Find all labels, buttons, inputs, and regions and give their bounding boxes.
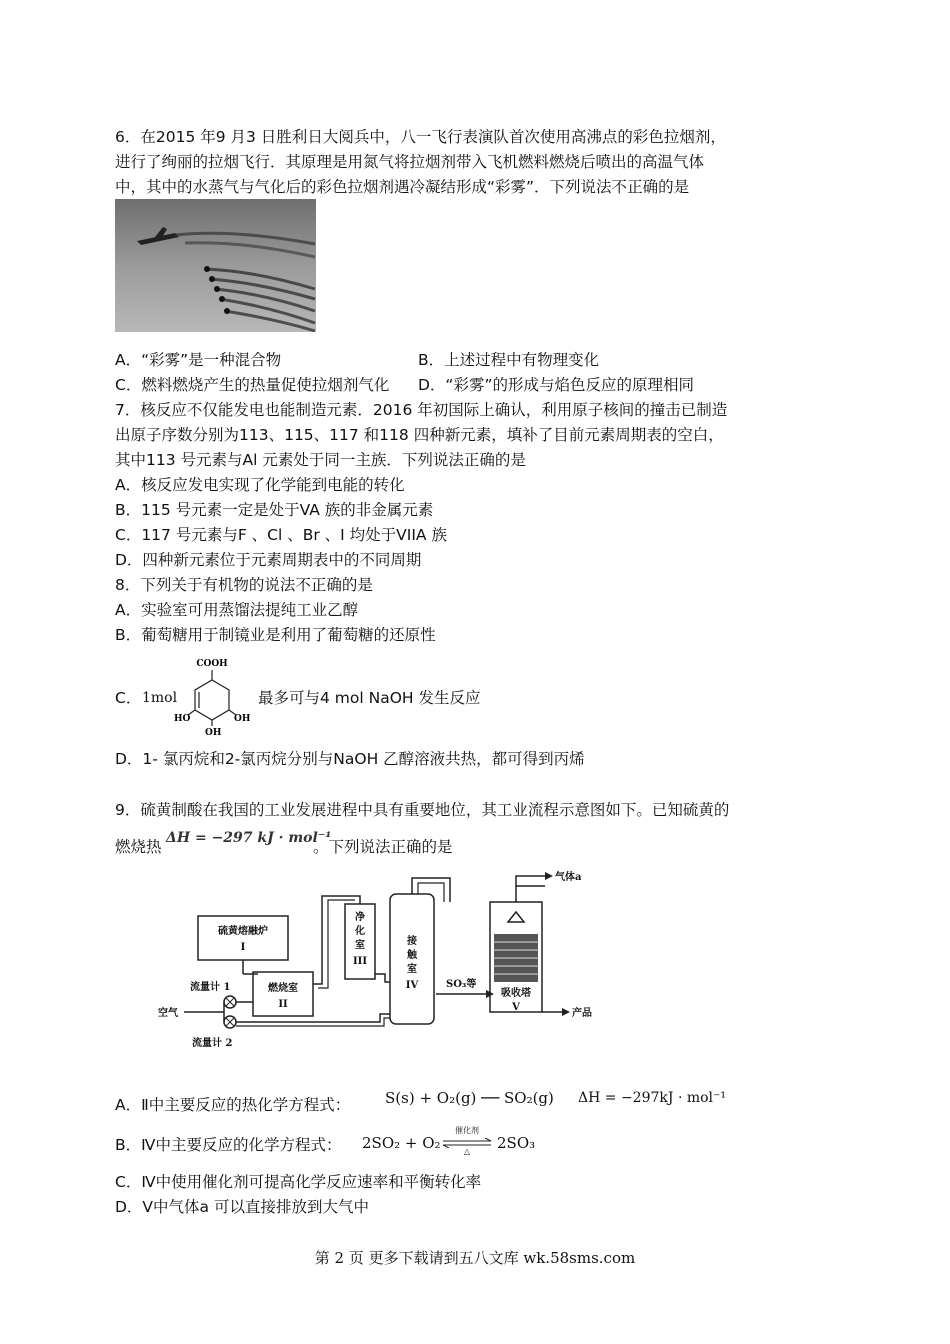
q9-stem-line-2-prefix: 燃烧热 [115, 838, 162, 856]
q9-stem-line-2-suffix: 。下列说法正确的是 [313, 838, 453, 856]
absorb-label: 吸收塔 [501, 988, 531, 999]
q7-stem-line-3: 其中113 号元素与Al 元素处于同一主族．下列说法正确的是 [115, 451, 526, 469]
q9-option-b-text: B．Ⅳ中主要反应的化学方程式： [115, 1136, 342, 1154]
q6-option-b: B．上述过程中有物理变化 [418, 351, 600, 369]
shikimic-acid-structure [172, 652, 252, 740]
oh-right-label: OH [234, 714, 251, 724]
q6-option-d: D．“彩雾”的形成与焰色反应的原理相同 [418, 376, 694, 394]
heat-symbol: △ [463, 1147, 471, 1156]
catalyst-label: 催化剂 [455, 1126, 479, 1135]
melt-furnace-label: 硫黄熔融炉 [218, 926, 268, 937]
contact-char-3: 室 [407, 964, 417, 975]
q9-option-b-product: 2SO₃ [497, 1134, 536, 1152]
purify-char-1: 净 [355, 912, 365, 923]
q7-stem-line-1: 7．核反应不仅能发电也能制造元素．2016 年初国际上确认，利用原子核间的撞击已制造 [115, 401, 728, 419]
q6-stem-line-2: 进行了绚丽的拉烟飞行．其原理是用氮气将拉烟剂带入飞机燃料燃烧后喷出的高温气体 [115, 153, 705, 171]
burn-room-label: 燃烧室 [268, 983, 298, 994]
melt-furnace-num: I [240, 942, 246, 953]
q7-stem-line-2: 出原子序数分别为113、115、117 和118 四种新元素，填补了目前元素周期表的空白， [115, 426, 724, 444]
contact-char-1: 接 [407, 936, 417, 947]
q7-option-c: C．117 号元素与F 、Cl 、Br 、I 均处于VIIA 族 [115, 526, 447, 544]
q6-option-c: C．燃料燃烧产生的热量促使拉烟剂气化 [115, 376, 390, 394]
product-label: 产品 [572, 1008, 592, 1019]
ho-left-label: HO [174, 714, 191, 724]
q9-option-b-reactants: 2SO₂ + O₂ [362, 1134, 441, 1152]
q8-option-d: D．1- 氯丙烷和2-氯丙烷分别与NaOH 乙醇溶液共热，都可得到丙烯 [115, 750, 585, 768]
meter-1-label: 流量计 1 [190, 982, 231, 993]
q8-option-a: A．实验室可用蒸馏法提纯工业乙醇 [115, 601, 359, 619]
burn-room-num: II [278, 999, 288, 1010]
q7-option-b: B．115 号元素一定是处于VA 族的非金属元素 [115, 501, 434, 519]
absorb-num: V [512, 1002, 520, 1013]
q6-stem-line-3: 中，其中的水蒸气与气化后的彩色拉烟剂遇冷凝结形成“彩雾”．下列说法不正确的是 [115, 178, 690, 196]
combustion-heat-formula: ΔH = −297 kJ · mol⁻¹ [166, 830, 332, 846]
contact-char-2: 触 [407, 950, 417, 961]
q6-stem-line-1: 6．在2015 年9 月3 日胜利日大阅兵中，八一飞行表演队首次使用高沸点的彩色拉烟剂， [115, 128, 726, 146]
page-footer: 第 2 页 更多下载请到五八文库 wk.58sms.com [314, 1249, 636, 1267]
q9-option-a-text: A．Ⅱ中主要反应的热化学方程式： [115, 1096, 351, 1114]
q7-option-d: D．四种新元素位于元素周期表中的不同周期 [115, 551, 422, 569]
q9-option-a-equation: S(s) + O₂(g) ── SO₂(g) [385, 1089, 554, 1107]
cooh-label: COOH [196, 659, 228, 669]
q9-option-a-enthalpy: ΔH = −297kJ · mol⁻¹ [578, 1090, 727, 1106]
purify-num: III [352, 956, 368, 967]
q8-option-c-text: 最多可与4 mol NaOH 发生反应 [258, 689, 481, 707]
q8-stem: 8．下列关于有机物的说法不正确的是 [115, 576, 373, 594]
q8-option-b: B．葡萄糖用于制镜业是利用了葡萄糖的还原性 [115, 626, 436, 644]
q7-option-a: A．核反应发电实现了化学能到电能的转化 [115, 476, 405, 494]
purify-char-3: 室 [355, 940, 365, 951]
gas-a-label: 气体a [555, 872, 582, 883]
q9-option-d: D．Ⅴ中气体a 可以直接排放到大气中 [115, 1198, 369, 1216]
contact-num: IV [405, 980, 419, 991]
sulfuric-acid-process-diagram [150, 864, 635, 1054]
q8-option-c-prefix: C． [115, 689, 142, 707]
purify-char-2: 化 [355, 926, 365, 937]
so3-label: SO₃等 [446, 979, 477, 990]
q9-stem-line-1: 9．硫黄制酸在我国的工业发展进程中具有重要地位，其工业流程示意图如下。已知硫黄的 [115, 801, 730, 819]
q6-option-a: A．“彩雾”是一种混合物 [115, 351, 282, 369]
oh-bottom-label: OH [205, 728, 222, 738]
q9-option-c: C．Ⅳ中使用催化剂可提高化学反应速率和平衡转化率 [115, 1173, 482, 1191]
meter-2-label: 流量计 2 [192, 1038, 233, 1049]
air-label: 空气 [158, 1008, 178, 1019]
q8-option-c-amount: 1mol [142, 690, 178, 706]
smoke-flight-photo [115, 199, 316, 332]
